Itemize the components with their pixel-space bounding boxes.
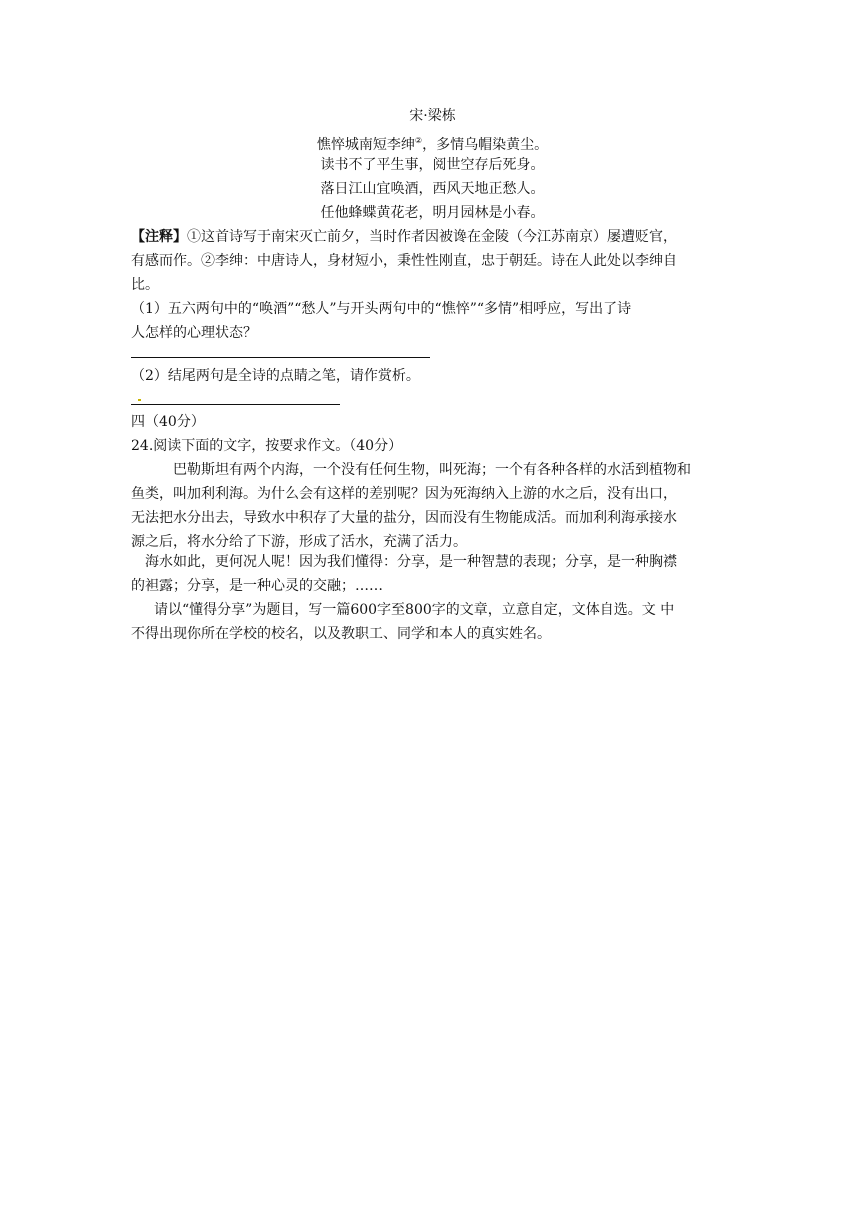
poem-line-4: 任他蜂蝶黄花老，明月园林是小春。: [320, 205, 545, 221]
answer-line-1: [131, 357, 430, 358]
essay-para-2-line-1: 海水如此，更何况人呢！因为我们懂得：分享，是一种智慧的表现；分享，是一种胸襟: [145, 554, 677, 570]
mark-dot: [138, 399, 141, 401]
poem-line-3: 落日江山宜唤酒，西风天地正愁人。: [320, 181, 545, 197]
essay-para-1-line-4: 源之后，将水分给了下游，形成了活水，充满了活力。: [131, 534, 467, 550]
essay-para-1-line-3: 无法把水分出去，导致水中积存了大量的盐分，因而没有生物能成活。而加利利海承接水: [131, 510, 677, 526]
notes-label: 【注释】: [131, 229, 187, 245]
poem-author: 宋·梁栋: [409, 108, 456, 124]
essay-para-1-line-2: 鱼类，叫加利利海。为什么会有这样的差别呢？因为死海纳入上游的水之后，没有出口，: [131, 486, 677, 502]
question-2: （2）结尾两句是全诗的点睛之笔，请作赏析。: [131, 368, 420, 384]
notes-line-3: 比。: [131, 277, 159, 293]
footnote-mark: ②: [414, 136, 423, 145]
essay-para-2-line-2: 的袒露；分享，是一种心灵的交融；……: [131, 578, 383, 594]
poem-line-1: 憔悴城南短李绅②，多情乌帽染黄尘。: [316, 136, 549, 153]
notes-line-2: 有感而作。②李绅：中唐诗人，身材短小，秉性性刚直，忠于朝廷。诗在人此处以李绅自: [131, 253, 677, 269]
essay-para-3-line-1: 请以“懂得分享”为题目，写一篇600字至800字的文章，立意自定，文体自选。文 中: [154, 602, 675, 618]
question-1-line-1: （1）五六两句中的“唤酒”“愁人”与开头两句中的“憔悴”“多情”相呼应，写出了诗: [131, 301, 632, 317]
section-4-title: 四（40分）: [131, 414, 205, 430]
essay-para-3-line-2: 不得出现你所在学校的校名，以及教职工、同学和本人的真实姓名。: [131, 626, 551, 642]
poem-line-2: 读书不了平生事，阅世空存后死身。: [320, 157, 545, 173]
question-1-line-2: 人怎样的心理状态？: [131, 325, 257, 341]
essay-para-1-line-1: 巴勒斯坦有两个内海，一个没有任何生物，叫死海；一个有各种各样的水活到植物和: [173, 462, 691, 478]
answer-line-2: [131, 404, 340, 405]
question-24: 24.阅读下面的文字，按要求作文。（40分）: [131, 438, 403, 454]
notes-line-1: 【注释】①这首诗写于南宋灭亡前夕，当时作者因被谗在金陵（今江苏南京）屡遭贬官，: [131, 229, 677, 245]
